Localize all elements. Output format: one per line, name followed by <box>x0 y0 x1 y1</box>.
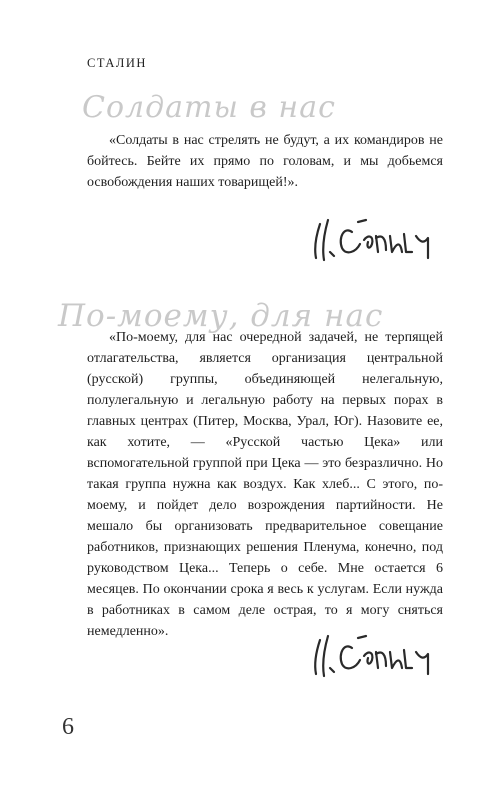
signature-1 <box>308 212 443 267</box>
page-number: 6 <box>62 714 74 740</box>
quote-paragraph-2: «По-моему, для нас очередной задачей, не терпящей отлагательства, является организация центральной (русской) группы, объединяющей нелегальную, полулегальную и легальную работу на первых порах в главных центрах (Питер, Москва, Урал, Юг). Назовите ее, как хотите, — «Русской частью Цека» или вспомогательной группой при Цека — это безразлично. Но такая группа нужна как воздух. Как хлеб... С этого, по-моему, и пойдет дело возрождения партийности. Не мешало бы организовать предварительное совещание работников, признающих решения Пленума, конечно, под руководством Цека... Теперь о себе. Мне остается 6 месяцев. По окончании срока я весь к услугам. Если нужда в работниках в самом деле острая, то я могу сняться немедленно». <box>87 330 443 639</box>
quote-paragraph-1: «Солдаты в нас стрелять не будут, а их командиров не бойтесь. Бейте их прямо по головам, и мы добьемся освобождения наших товарищей!». <box>87 133 443 190</box>
signature-2 <box>308 628 443 683</box>
script-watermark-2: По-моему, для нас <box>58 298 384 334</box>
running-head: СТАЛИН <box>87 56 147 70</box>
script-watermark-1: Солдаты в нас <box>82 90 336 125</box>
